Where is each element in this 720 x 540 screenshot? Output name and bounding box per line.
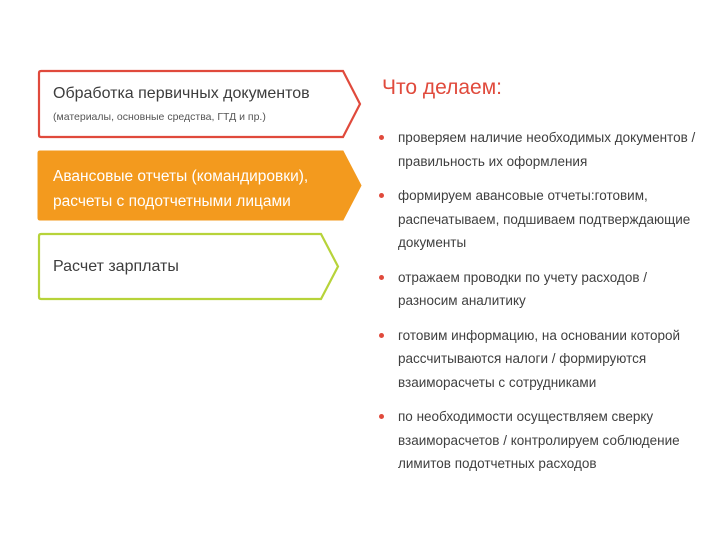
list-item [378, 126, 708, 173]
card-payroll [37, 232, 341, 301]
list-item-text: проверяем наличие необходимых документов / правильность их оформления [398, 130, 696, 169]
card-title: Авансовые отчеты (командировки), расчеты с подотчетными лицами [53, 168, 309, 210]
bullet-dot-icon [379, 193, 384, 198]
card-advance-reports [37, 150, 363, 221]
chevron-outline-red [37, 69, 363, 139]
list-item-text: отражаем проводки по учету расходов / разносим аналитику [398, 269, 648, 308]
list-item-text: формируем авансовые отчеты:готовим, распечатываем, подшиваем подтверждающие документы [398, 188, 691, 250]
list-item-text: готовим информацию, на основании которой рассчитываются налоги / формируются взаиморасчеты с сотрудниками [398, 327, 681, 390]
bullet-list [378, 126, 708, 487]
card-title: Обработка первичных документов [53, 85, 310, 102]
list-item-text: по необходимости осуществляем сверку взаиморасчетов / контролируем соблюдение лимитов подотчетных расходов [398, 409, 680, 471]
bullet-dot-icon [379, 135, 384, 140]
card-subtitle: (материалы, основные средства, ГТД и пр.) [53, 111, 266, 123]
card-title: Расчет зарплаты [53, 258, 179, 275]
section-heading: Что делаем: [382, 76, 503, 99]
bullet-dot-icon [379, 333, 384, 338]
list-item [378, 405, 708, 476]
card-primary-documents [37, 69, 363, 139]
list-item [378, 324, 708, 395]
list-item [378, 184, 708, 255]
bullet-dot-icon [379, 275, 384, 280]
bullet-dot-icon [379, 414, 384, 419]
list-item [378, 266, 708, 313]
